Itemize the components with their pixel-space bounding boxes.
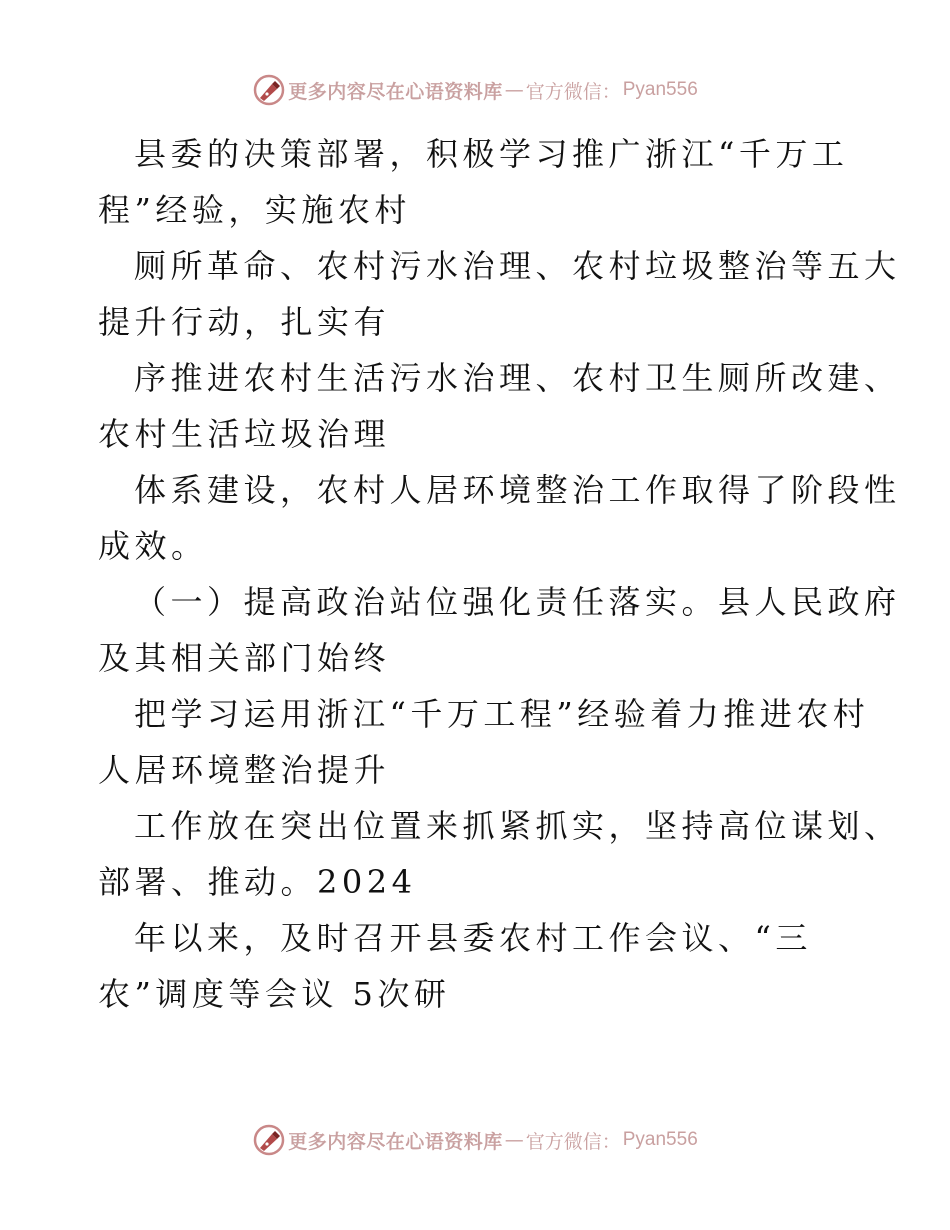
paragraph: [98, 798, 901, 910]
paragraph-line: 成效。: [98, 527, 208, 565]
paragraph: [98, 462, 901, 574]
document-body: [98, 126, 901, 1022]
paragraph-line: 县委的决策部署，积极学习推广浙江“千万工: [134, 135, 849, 173]
paragraph-line: 农村生活垃圾治理: [98, 415, 391, 453]
paragraph-line: 及其相关部门始终: [98, 639, 391, 677]
paragraph-line: 人居环境整治提升: [98, 751, 391, 789]
paragraph-line: 厕所革命、农村污水治理、农村垃圾整治等五大: [134, 247, 901, 285]
paragraph: [98, 238, 901, 350]
paragraph-line: 部署、推动。2024: [98, 863, 417, 901]
paragraph-line: 程”经验，实施农村: [98, 191, 411, 229]
paragraph: [98, 126, 858, 238]
paragraph: [98, 350, 901, 462]
watermark-wechat-id: Pyan556: [622, 1129, 698, 1150]
paragraph: [98, 910, 858, 1022]
watermark-site-text: 更多内容尽在心语资料库: [288, 1130, 503, 1153]
paragraph-line: 年以来，及时召开县委农村工作会议、“三: [134, 919, 812, 957]
footer-watermark: [0, 1122, 950, 1158]
paragraph-line: 提升行动，扎实有: [98, 303, 391, 341]
watermark-dash: —: [504, 79, 524, 101]
watermark-wechat-id: Pyan556: [622, 79, 698, 100]
paragraph-line: 把学习运用浙江“千万工程”经验着力推进农村: [134, 695, 870, 733]
paragraph-line: 体系建设，农村人居环境整治工作取得了阶段性: [134, 471, 901, 509]
watermark-site-text: 更多内容尽在心语资料库: [288, 80, 503, 103]
paragraph-line: （一）提高政治站位强化责任落实。县人民政府: [134, 583, 901, 621]
paragraph-line: 工作放在突出位置来抓紧抓实，坚持高位谋划、: [134, 807, 901, 845]
pen-nib-icon: [252, 73, 286, 107]
pen-nib-icon: [252, 1123, 286, 1157]
header-watermark: [0, 72, 950, 108]
watermark-wechat-label: 官方微信：: [525, 1130, 621, 1153]
watermark-wechat-label: 官方微信：: [525, 80, 621, 103]
paragraph: [98, 574, 901, 686]
paragraph-line: 农”调度等会议 5次研: [98, 975, 451, 1013]
paragraph-line: 序推进农村生活污水治理、农村卫生厕所改建、: [134, 359, 901, 397]
watermark-dash: —: [504, 1129, 524, 1151]
paragraph: [98, 686, 870, 798]
